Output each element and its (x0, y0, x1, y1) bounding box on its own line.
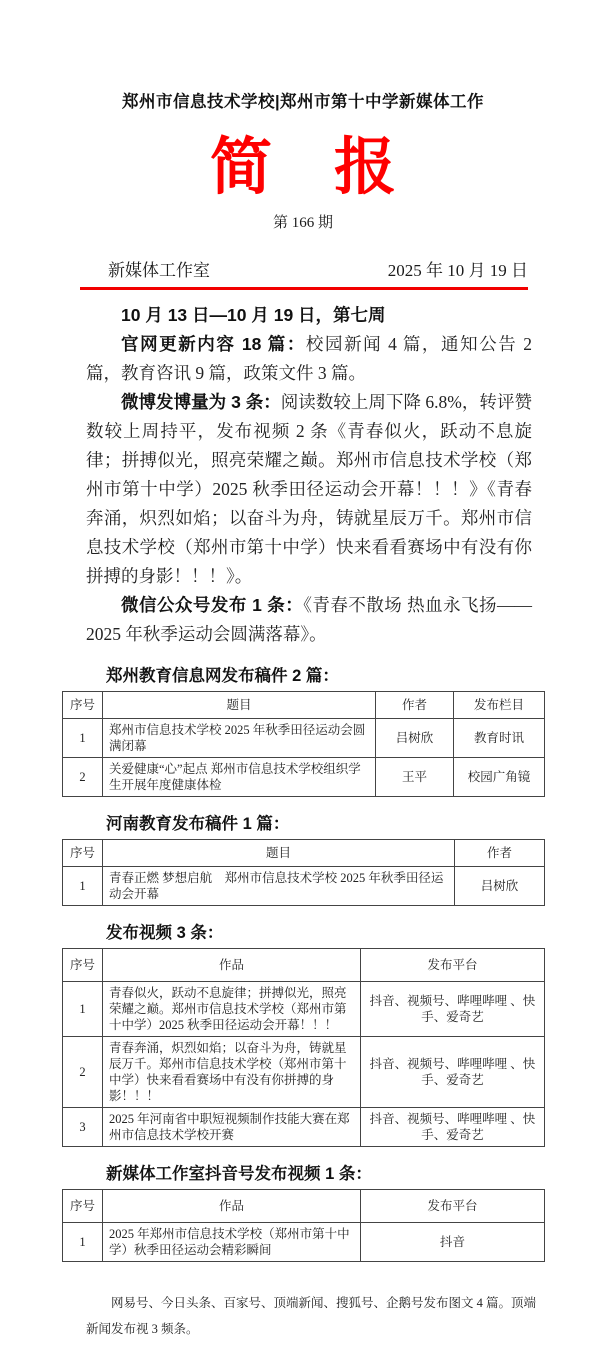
cell-title: 郑州市信息技术学校 2025 年秋季田径运动会圆满闭幕 (103, 719, 376, 758)
header-author: 作者 (455, 840, 545, 867)
cell-author: 吕树欣 (376, 719, 454, 758)
paragraph-text: 阅读数较上周下降 6.8%，转评赞数较上周持平，发布视频 2 条《青春似火，跃动不息旋律；拼搏似光，照亮荣耀之巅。郑州市信息技术学校（郑州市第十中学）2025 秋季田径运动会开幕！！！》《青春奔涌，炽烈如焰；以奋斗为舟，铸就星辰万千。郑州市信息技术学校（郑州市第十中学）快来看看赛场中有没有你拼搏的身影！！！》。 (86, 392, 532, 587)
section-heading: 新媒体工作室抖音号发布视频 1 条： (106, 1165, 372, 1184)
header-work: 作品 (103, 949, 361, 982)
cell-platform: 抖音 (361, 1223, 545, 1262)
masthead-row (80, 256, 528, 281)
organization-header: 郑州市信息技术学校|郑州市第十中学新媒体工作 (121, 93, 485, 111)
section-douyin-video (62, 1160, 545, 1262)
footer-summary: 网易号、今日头条、百家号、顶端新闻、搜狐号、企鹅号发布图文 4 篇。顶端新闻发布视 3 频条。 (86, 1296, 537, 1337)
section-heading: 发布视频 3 条： (106, 924, 224, 943)
table-header-row (63, 949, 545, 982)
header-seq: 序号 (63, 840, 103, 867)
table-row (63, 1223, 545, 1262)
table-header-row (63, 840, 545, 867)
articles-table-henan (62, 839, 545, 906)
paragraph-website (86, 330, 532, 388)
cell-seq: 1 (63, 867, 103, 906)
cell-seq: 2 (63, 1037, 103, 1108)
header-author: 作者 (376, 692, 454, 719)
paragraph-lead: 官网更新内容 18 篇： (121, 334, 306, 355)
cell-platform: 抖音、视频号、哔哩哔哩 、快手、爱奇艺 (361, 1108, 545, 1147)
table-row (63, 982, 545, 1037)
table-row (63, 867, 545, 906)
paragraph-weibo (86, 388, 532, 591)
header-seq: 序号 (63, 1190, 103, 1223)
section-videos (62, 919, 545, 1147)
bulletin-page (0, 88, 606, 1342)
section-zhengzhou-edu-net (62, 662, 545, 797)
table-row (63, 1037, 545, 1108)
header-seq: 序号 (63, 692, 103, 719)
cell-work: 2025 年河南省中职短视频制作技能大赛在郑州市信息技术学校开赛 (103, 1108, 361, 1147)
cell-seq: 2 (63, 758, 103, 797)
table-row (63, 1108, 545, 1147)
section-heading: 郑州教育信息网发布稿件 2 篇： (106, 667, 339, 686)
header-platform: 发布平台 (361, 1190, 545, 1223)
cell-platform: 抖音、视频号、哔哩哔哩 、快手、爱奇艺 (361, 1037, 545, 1108)
table-row (63, 719, 545, 758)
cell-platform: 抖音、视频号、哔哩哔哩 、快手、爱奇艺 (361, 982, 545, 1037)
cell-work: 青春奔涌，炽烈如焰；以奋斗为舟，铸就星辰万千。郑州市信息技术学校（郑州市第十中学）快来看看赛场中有没有你拼搏的身影！！！ (103, 1037, 361, 1108)
cell-work: 青春似火，跃动不息旋律；拼搏似光，照亮荣耀之巅。郑州市信息技术学校（郑州市第十中学）2025 秋季田径运动会开幕！！！ (103, 982, 361, 1037)
cell-author: 王平 (376, 758, 454, 797)
cell-seq: 1 (63, 719, 103, 758)
paragraph-text: 《青春不散场 热血永飞扬——2025 年秋季运动会圆满落幕》。 (86, 595, 533, 645)
header-platform: 发布平台 (361, 949, 545, 982)
cell-column: 校园广角镜 (454, 758, 545, 797)
header-title: 题目 (103, 840, 455, 867)
cell-seq: 3 (63, 1108, 103, 1147)
header-column: 发布栏目 (454, 692, 545, 719)
section-heading: 河南教育发布稿件 1 篇： (106, 815, 290, 834)
issue-date: 2025 年 10 月 19 日 (387, 261, 528, 281)
bulletin-title: 简 报 (209, 133, 396, 202)
body-text-block (86, 301, 532, 649)
cell-title: 关爱健康“心”起点 郑州市信息技术学校组织学生开展年度健康体检 (103, 758, 376, 797)
cell-author: 吕树欣 (455, 867, 545, 906)
paragraph-lead: 微博发博量为 3 条： (121, 392, 281, 413)
paragraph-lead: 10 月 13 日—10 月 19 日，第七周 (121, 305, 386, 326)
cell-seq: 1 (63, 982, 103, 1037)
issue-number: 第 166 期 (272, 215, 333, 232)
header-work: 作品 (103, 1190, 361, 1223)
header-seq: 序号 (63, 949, 103, 982)
cell-seq: 1 (63, 1223, 103, 1262)
paragraph-week (86, 301, 532, 330)
office-name: 新媒体工作室 (108, 261, 210, 281)
paragraph-lead: 微信公众号发布 1 条： (121, 595, 304, 616)
red-divider-rule (80, 287, 528, 290)
articles-table-zhengzhou (62, 691, 545, 797)
table-row (63, 758, 545, 797)
table-header-row (63, 692, 545, 719)
cell-column: 教育时讯 (454, 719, 545, 758)
paragraph-text: 校园新闻 4 篇，通知公告 2 篇，教育咨讯 9 篇，政策文件 3 篇。 (86, 334, 532, 384)
paragraph-wechat (86, 591, 532, 649)
section-henan-edu (62, 810, 545, 906)
videos-table (62, 948, 545, 1147)
cell-work: 2025 年郑州市信息技术学校（郑州市第十中学）秋季田径运动会精彩瞬间 (103, 1223, 361, 1262)
table-header-row (63, 1190, 545, 1223)
header-title: 题目 (103, 692, 376, 719)
cell-title: 青春正燃 梦想启航 郑州市信息技术学校 2025 年秋季田径运动会开幕 (103, 867, 455, 906)
douyin-table (62, 1189, 545, 1262)
